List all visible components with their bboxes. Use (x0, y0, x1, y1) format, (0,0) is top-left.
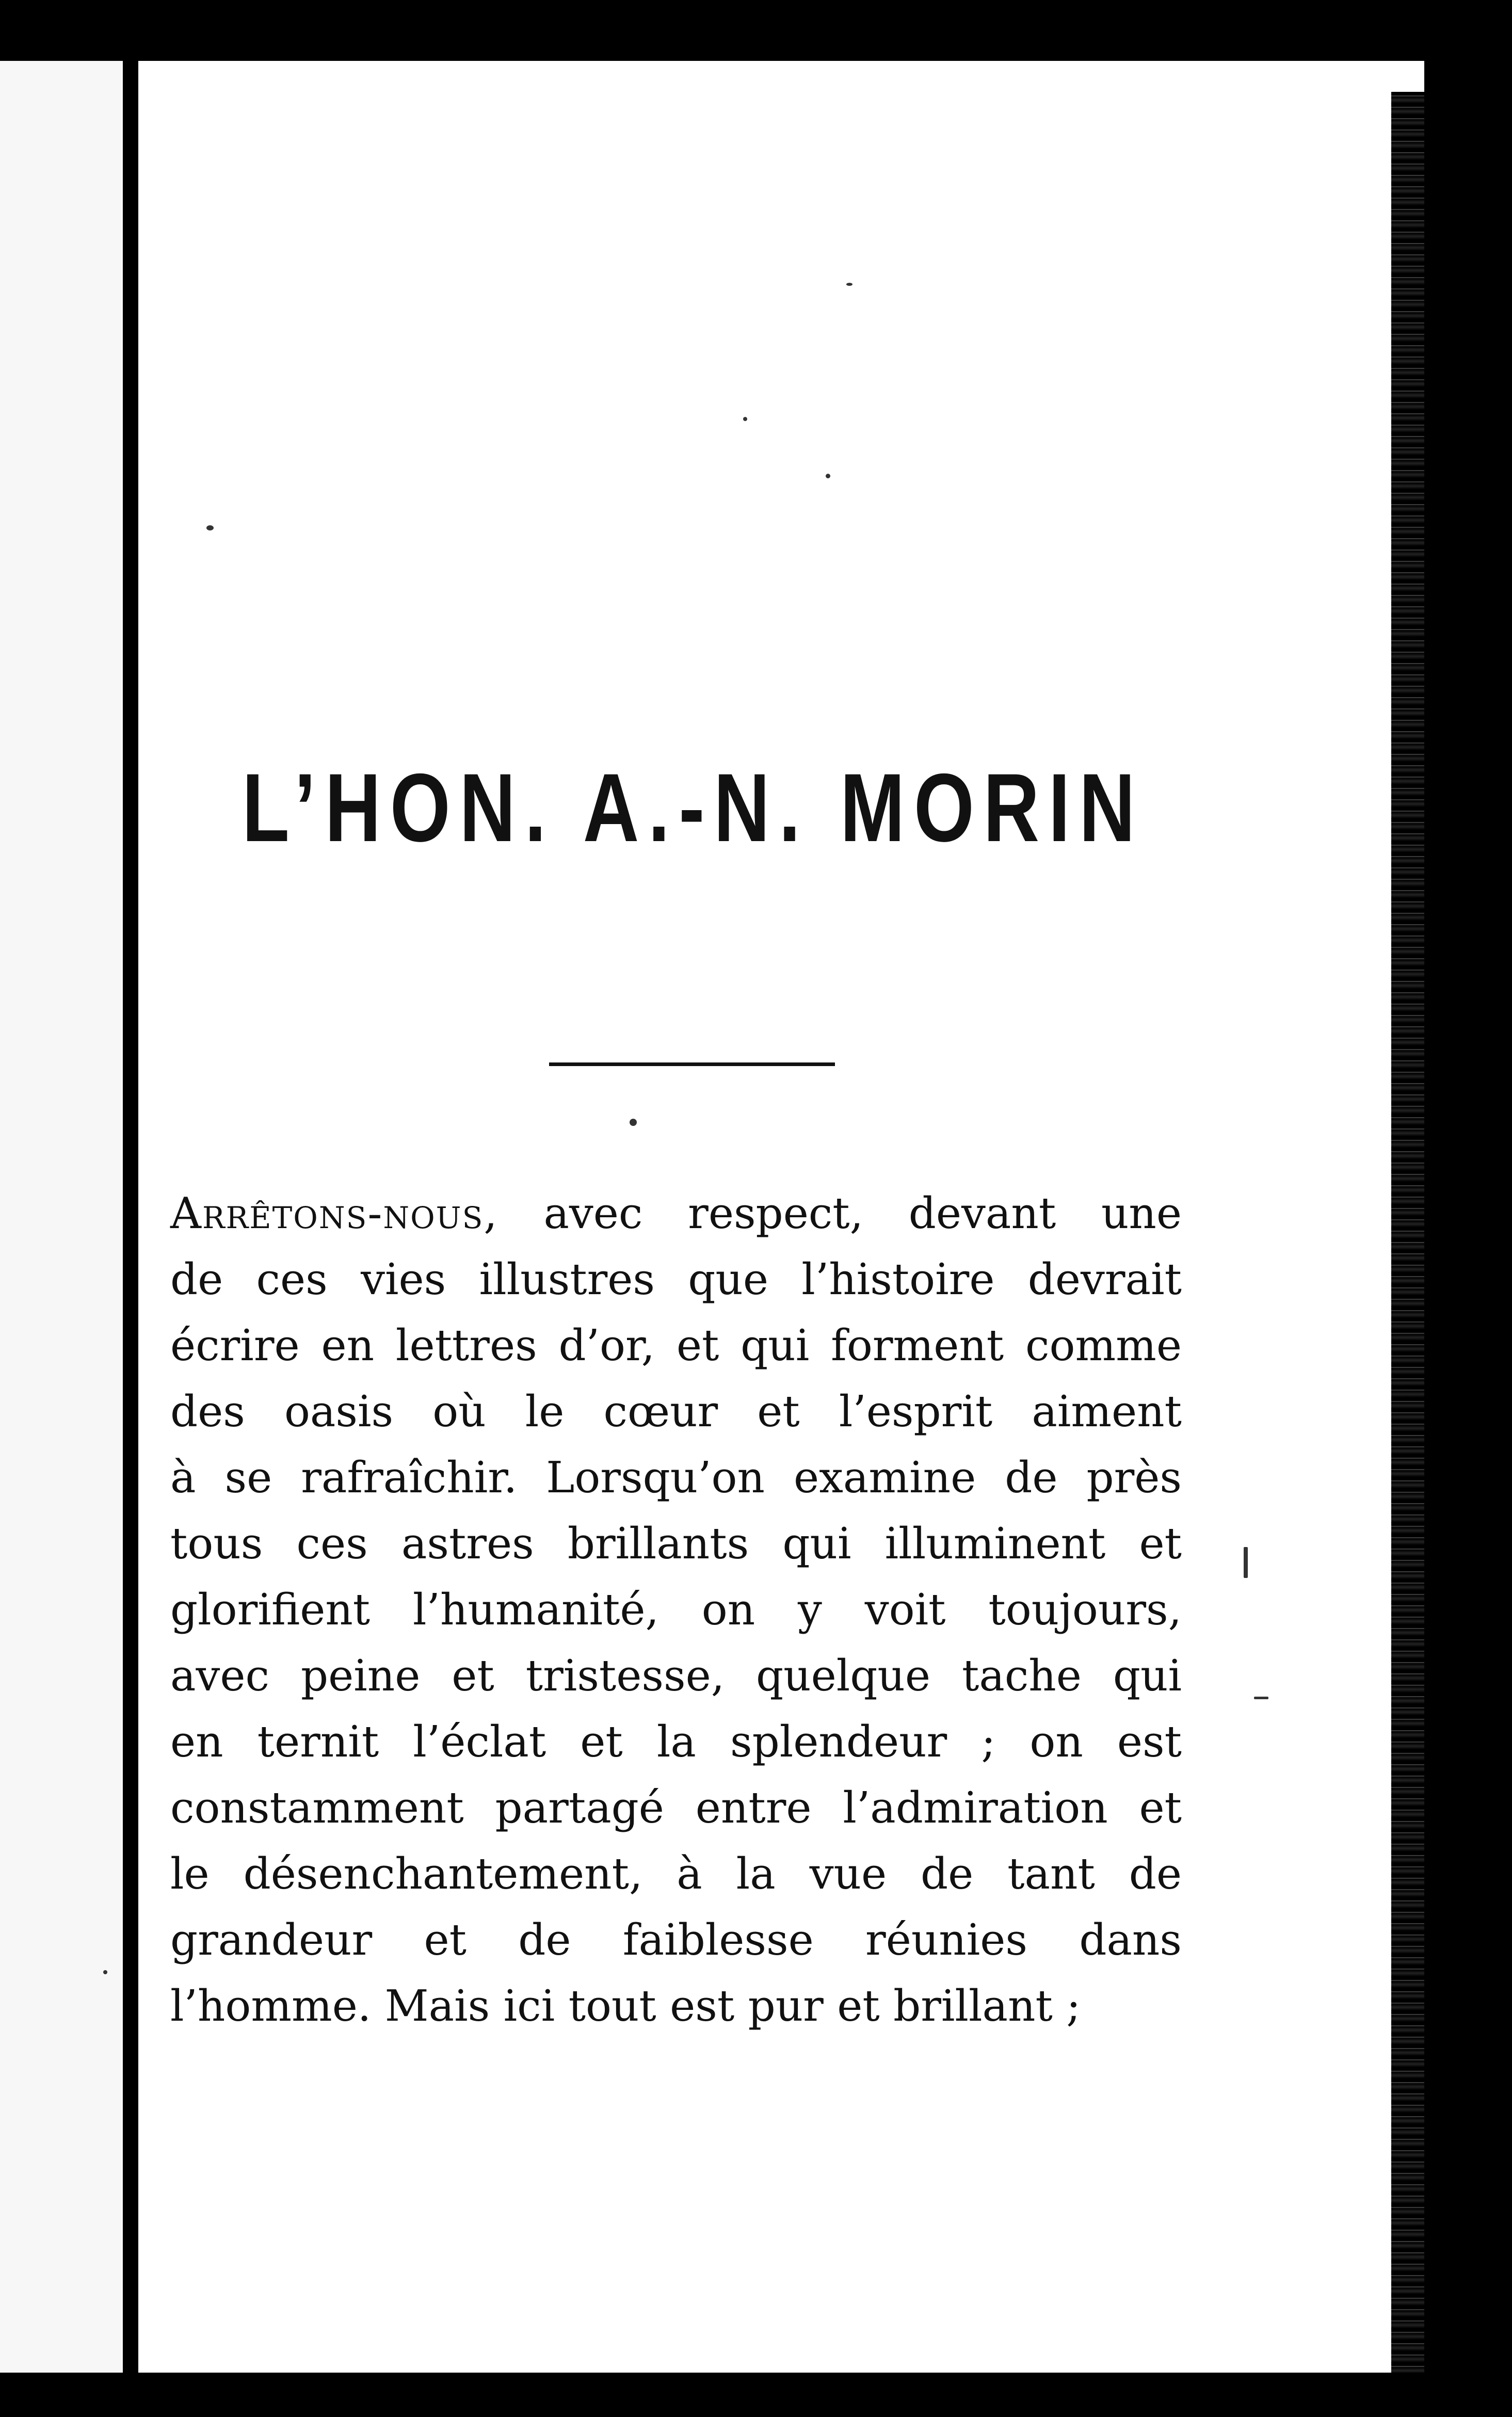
text-line-5: à se rafraîchir. Lorsqu’on examine de près (170, 1453, 1182, 1503)
chapter-title: L’HON. A.-N. MORIN (242, 753, 1145, 862)
right-page-edge (1391, 92, 1424, 2373)
text-line-6: tous ces astres brillants qui illuminent et (170, 1519, 1182, 1569)
text-line-13: l’homme. Mais ici tout est pur et brillant ; (170, 1981, 1081, 2031)
scan-speck (846, 283, 852, 286)
lead-in-small-caps: Arrêtons-nous, (170, 1188, 498, 1238)
scan-speck (1244, 1547, 1248, 1578)
line-1-rest: avec respect, devant une (498, 1188, 1182, 1238)
body-paragraph (170, 1181, 1182, 2039)
text-line-4: des oasis où le cœur et l’esprit aiment (170, 1387, 1182, 1437)
scan-speck (206, 525, 214, 530)
scan-speck (630, 1119, 637, 1126)
text-line-9: en ternit l’éclat et la splendeur ; on est (170, 1717, 1182, 1767)
text-line-2: de ces vies illustres que l’histoire devrait (170, 1254, 1182, 1304)
text-line-12: grandeur et de faiblesse réunies dans (170, 1915, 1182, 1965)
bottom-border-rule (0, 2373, 1424, 2417)
scan-speck (826, 474, 830, 478)
text-line-1 (170, 1181, 1182, 1247)
paper-sheet (0, 61, 1424, 2417)
binding-margin (0, 61, 124, 2417)
text-line-10: constamment partagé entre l’admiration et (170, 1783, 1182, 1833)
title-separator-rule (549, 1062, 835, 1066)
left-border-rule (123, 61, 138, 2373)
scan-speck (1254, 1697, 1268, 1699)
scan-speck (103, 1970, 107, 1974)
text-line-7: glorifient l’humanité, on y voit toujours, (170, 1585, 1182, 1635)
text-line-3: écrire en lettres d’or, et qui forment comme (170, 1320, 1182, 1371)
scan-speck (743, 417, 747, 421)
text-line-11: le désenchantement, à la vue de tant de (170, 1849, 1182, 1899)
text-line-8: avec peine et tristesse, quelque tache qui (170, 1651, 1182, 1701)
